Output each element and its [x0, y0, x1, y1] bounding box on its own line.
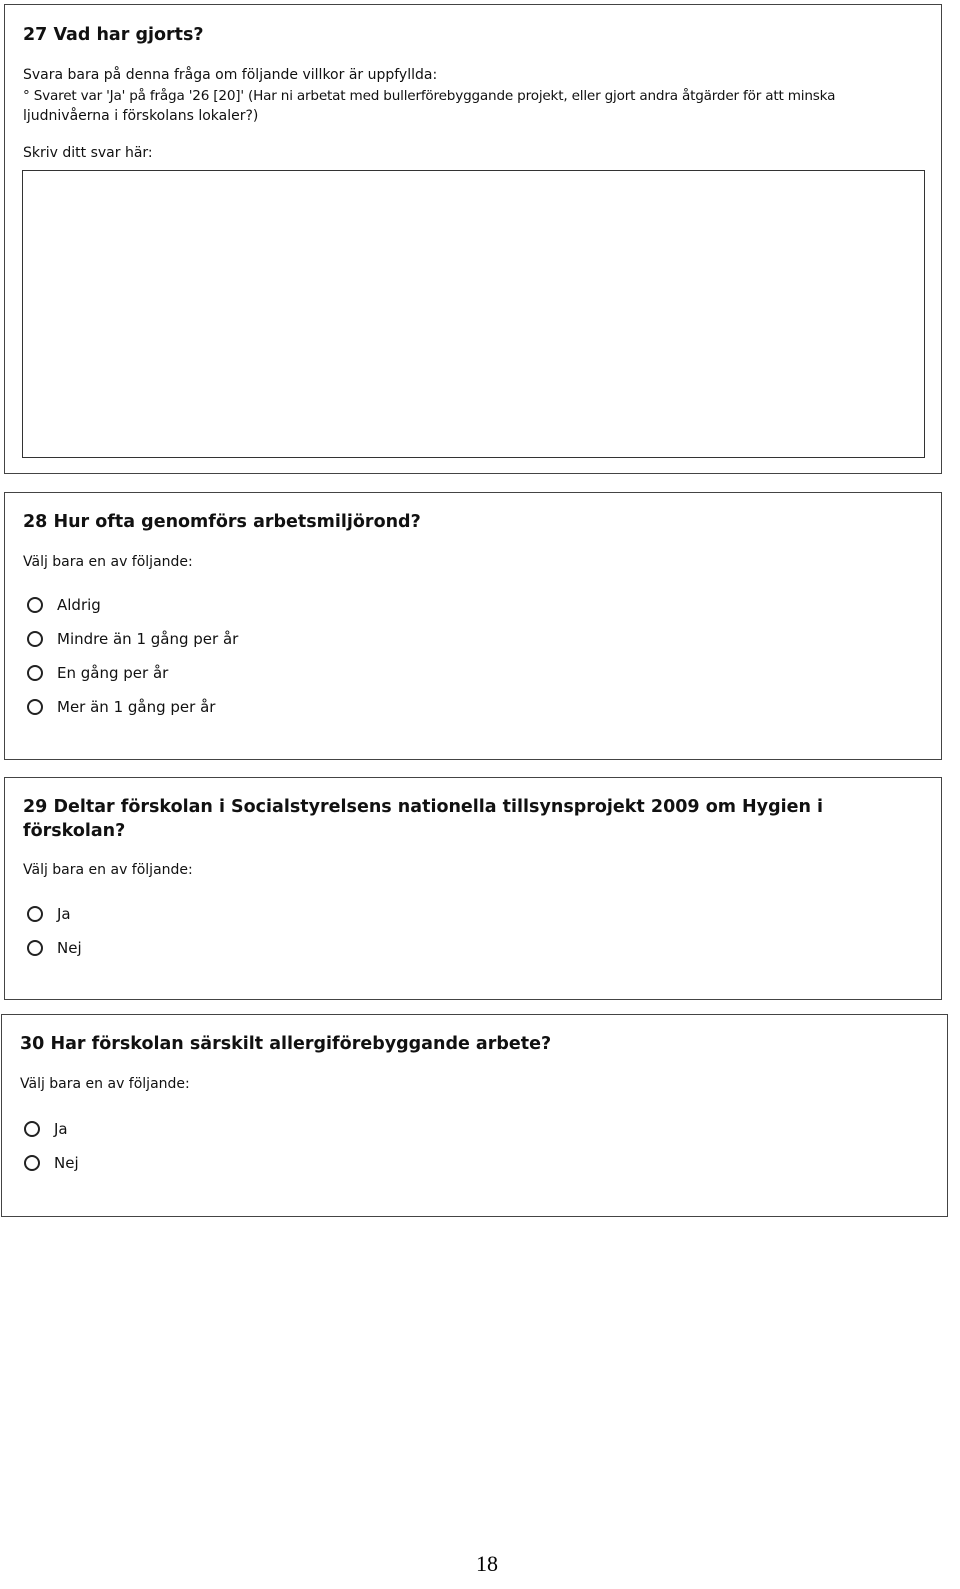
question-27-answer-textarea[interactable]: [22, 170, 925, 458]
question-28-instruction: Välj bara en av följande:: [23, 554, 193, 570]
question-27-instruction: Skriv ditt svar här:: [23, 145, 153, 161]
option-label: Mer än 1 gång per år: [57, 698, 216, 716]
question-29-panel: [4, 777, 942, 1000]
question-27-panel: [4, 4, 942, 474]
radio-button[interactable]: [24, 1155, 40, 1171]
question-27-title: 27 Vad har gjorts?: [23, 25, 204, 45]
question-30-option-ja[interactable]: [24, 1117, 68, 1141]
question-29-title-line-2: förskolan?: [23, 821, 126, 841]
question-27-condition-line-1: ° Svaret var 'Ja' på fråga '26 [20]' (Har ni arbetat med bullerförebyggande projekt, eller gjort andra åtgärder för att minska: [23, 88, 836, 104]
radio-button[interactable]: [27, 597, 43, 613]
radio-button[interactable]: [27, 906, 43, 922]
radio-button[interactable]: [27, 631, 43, 647]
option-label: Ja: [54, 1120, 68, 1138]
question-30-instruction: Välj bara en av följande:: [20, 1076, 190, 1092]
question-29-title-line-1: 29 Deltar förskolan i Socialstyrelsens nationella tillsynsprojekt 2009 om Hygien i: [23, 797, 824, 817]
radio-button[interactable]: [27, 665, 43, 681]
question-28-panel: [4, 492, 942, 760]
radio-button[interactable]: [27, 699, 43, 715]
question-30-title: 30 Har förskolan särskilt allergiförebyggande arbete?: [20, 1034, 552, 1054]
question-29-option-ja[interactable]: [27, 902, 71, 926]
question-29-option-nej[interactable]: [27, 936, 82, 960]
question-28-option-en-gang[interactable]: [27, 661, 168, 685]
option-label: En gång per år: [57, 664, 169, 682]
question-28-option-aldrig[interactable]: [27, 593, 101, 617]
question-28-option-mindre[interactable]: [27, 627, 238, 651]
page-number: 18: [476, 1551, 498, 1576]
question-28-option-mer[interactable]: [27, 695, 215, 719]
question-29-instruction: Välj bara en av följande:: [23, 862, 193, 878]
radio-button[interactable]: [27, 940, 43, 956]
question-30-option-nej[interactable]: [24, 1151, 79, 1175]
question-28-title: 28 Hur ofta genomförs arbetsmiljörond?: [23, 512, 421, 532]
option-label: Nej: [57, 939, 82, 957]
option-label: Mindre än 1 gång per år: [57, 630, 239, 648]
question-27-condition-line-2: ljudnivåerna i förskolans lokaler?): [23, 108, 259, 124]
radio-button[interactable]: [24, 1121, 40, 1137]
option-label: Aldrig: [57, 596, 101, 614]
option-label: Ja: [57, 905, 71, 923]
option-label: Nej: [54, 1154, 79, 1172]
question-30-panel: [1, 1014, 948, 1217]
question-27-condition-heading: Svara bara på denna fråga om följande villkor är uppfyllda:: [23, 67, 438, 83]
